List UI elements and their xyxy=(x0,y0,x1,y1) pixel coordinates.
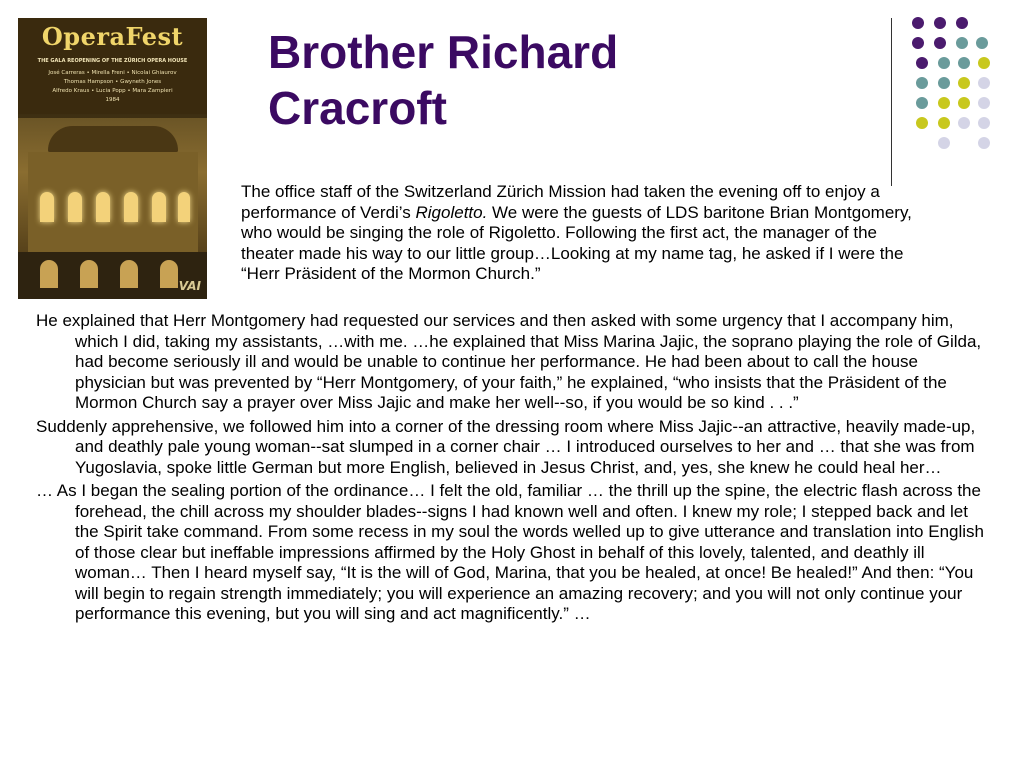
body-paragraph-1: He explained that Herr Montgomery had requested our services and then asked with some urgency that I accompany him, which I did, taking my assistants, …with me. …he explained that Miss Marina Jajic, the soprano playing the role of Gilda, had become seriously ill and would be unable to continue her performance. He had been about to call the house physician but was prevented by “Herr Montgomery, of your faith,” he explained, “who insists that the Präsident of the Mormon Church say a prayer over Miss Jajic and make her well--so, if you would be so kind . . .” xyxy=(36,311,982,412)
decorative-dot xyxy=(978,77,990,89)
decorative-dot xyxy=(938,77,950,89)
poster-cast-line: José Carreras • Mirella Freni • Nicolai Ghiaurov xyxy=(48,70,177,76)
body-paragraph-3: … As I began the sealing portion of the ordinance… I felt the old, familiar … the thrill up the spine, the electric flash across the forehead, the chill across my shoulder blades--signs I had known well and often. I knew my role; I stepped back and let the Spirit take command. From some recess in my soul the words welled up to give utterance and translation into English of those clear but ineffable impressions affirmed by the Holy Ghost in behalf of this lovely, talented, and deathly ill woman… Then I heard myself say, “It is the will of God, Marina, that you be healed, at once! Be healed!” And then: “You will begin to regain strength immediately; you will experience an amazing recovery; and you will not only continue your performance this evening, but you will sing and act magnificently.” … xyxy=(36,481,984,623)
poster-subtitle: THE GALA REOPENING OF THE ZÜRICH OPERA HOUSE xyxy=(37,58,188,64)
decorative-dot xyxy=(938,117,950,129)
decorative-dot xyxy=(958,57,970,69)
opera-house-door xyxy=(160,260,178,288)
slide-title-line-1: Brother Richard xyxy=(268,26,619,78)
decorative-dot xyxy=(976,37,988,49)
decorative-dot xyxy=(978,137,990,149)
decorative-dot xyxy=(958,77,970,89)
decorative-dot xyxy=(916,117,928,129)
intro-text-continued: We were the guests of LDS baritone Brian Montgomery, who would be singing the role of Rigoletto. Following the first act, the manager of the theater made his way to our little group…Looking at my name tag, he asked if I were the “Herr Präsident of the Mormon Church.” xyxy=(241,202,912,283)
poster-title: OperaFest xyxy=(41,22,184,51)
decorative-dot xyxy=(938,57,950,69)
opera-house-roof xyxy=(48,126,178,152)
decorative-dot xyxy=(956,17,968,29)
decorative-dot xyxy=(912,17,924,29)
opera-house-facade xyxy=(28,152,198,252)
vai-logo: VAI xyxy=(178,279,201,293)
opera-house-window xyxy=(96,192,110,222)
decorative-dot xyxy=(978,117,990,129)
poster-cast-line: Thomas Hampson • Gwyneth Jones xyxy=(63,79,162,85)
poster-header xyxy=(18,18,207,114)
opera-house-window xyxy=(178,192,190,222)
poster-cast-line: Alfredo Kraus • Lucia Popp • Mara Zampieri xyxy=(52,88,173,94)
opera-house-window xyxy=(152,192,166,222)
decorative-dot xyxy=(958,97,970,109)
decorative-dot xyxy=(978,57,990,69)
decorative-dot xyxy=(956,37,968,49)
operafest-poster-image xyxy=(18,18,207,299)
poster-year: 1984 xyxy=(105,97,120,103)
decorative-dot xyxy=(916,97,928,109)
decorative-dot xyxy=(912,37,924,49)
decorative-dot xyxy=(938,97,950,109)
opera-house-door xyxy=(40,260,58,288)
decorative-dot xyxy=(916,57,928,69)
opera-house-door xyxy=(80,260,98,288)
decorative-dot xyxy=(916,77,928,89)
intro-italic-title: Rigoletto. xyxy=(415,202,488,222)
divider-line xyxy=(891,18,892,186)
slide-title-line-2: Cracroft xyxy=(268,82,447,134)
opera-house-illustration xyxy=(18,118,207,299)
opera-house-window xyxy=(40,192,54,222)
decorative-dot xyxy=(934,37,946,49)
decorative-dot xyxy=(978,97,990,109)
decorative-dot xyxy=(938,137,950,149)
slide-title xyxy=(268,24,828,136)
body-paragraph-2: Suddenly apprehensive, we followed him into a corner of the dressing room where Miss Jajic--an attractive, heavily made-up, and deathly pale young woman--sat slumped in a corner chair … I introduced ourselves to her and … that she was from Yugoslavia, spoke little German but more English, believed in Jesus Christ, and, yes, she knew he could heal her… xyxy=(36,416,976,477)
intro-paragraph xyxy=(241,182,931,285)
opera-house-window xyxy=(124,192,138,222)
decorative-dot xyxy=(934,17,946,29)
body-text xyxy=(36,311,986,628)
opera-house-door xyxy=(120,260,138,288)
intro-text: The office staff of the Switzerland Zürich Mission had taken the evening off to enjoy a performance of Verdi’s xyxy=(241,182,880,222)
opera-house-window xyxy=(68,192,82,222)
decorative-dot xyxy=(958,117,970,129)
